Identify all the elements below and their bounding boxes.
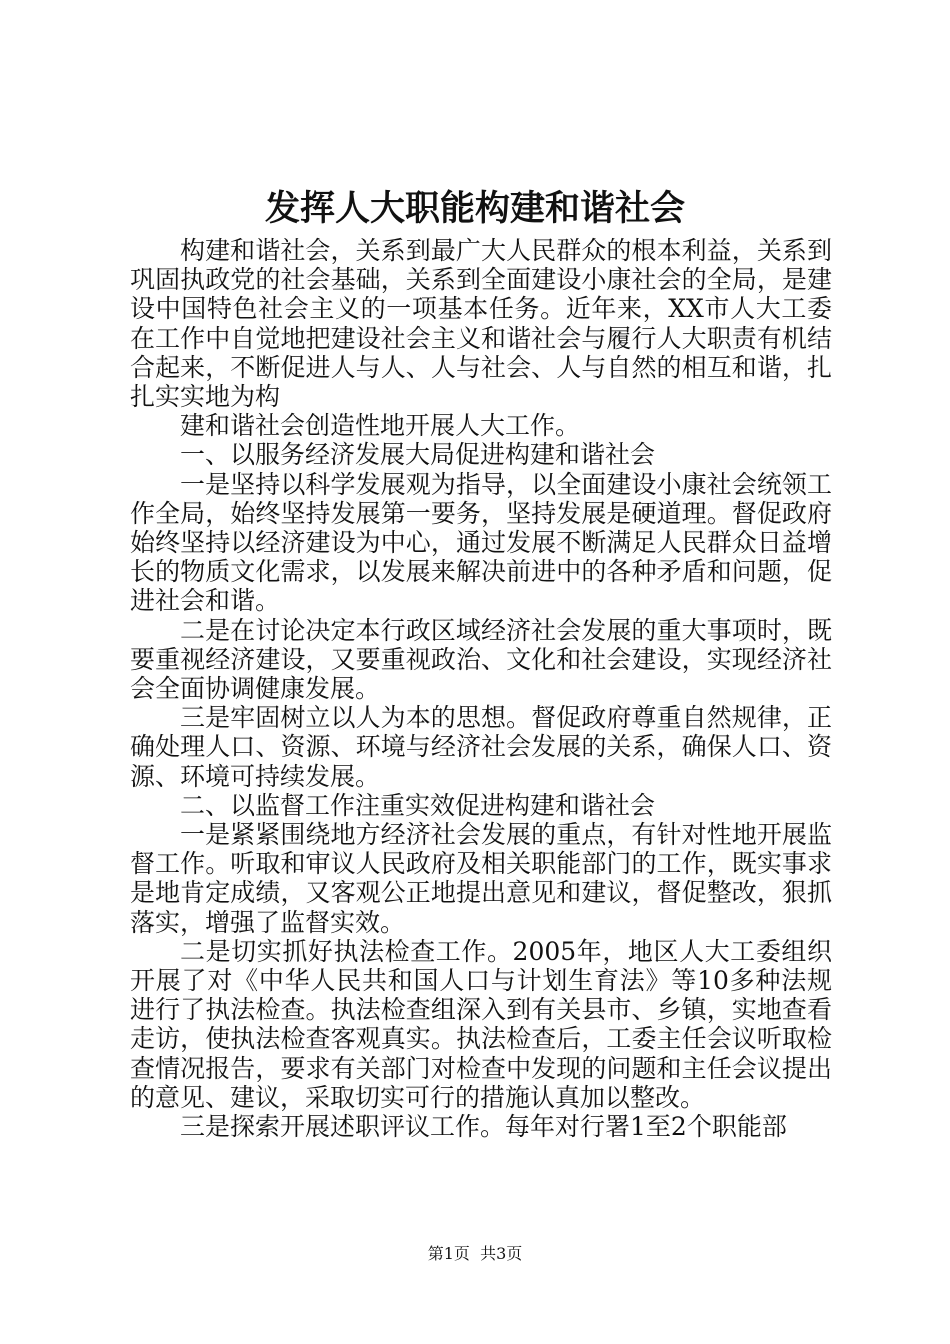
page-number: 第1页 (427, 1244, 470, 1263)
page-total: 共3页 (480, 1244, 523, 1263)
paragraph: 一是紧紧围绕地方经济社会发展的重点，有针对性地开展监督工作。听取和审议人民政府及相关职能部门的工作，既实事求是地肯定成绩，又客观公正地提出意见和建议，督促整改，狠抓落实，增强了监督实效。 (130, 820, 832, 937)
section-heading: 二、以监督工作注重实效促进构建和谐社会 (180, 790, 656, 820)
paragraph: 建和谐社会创造性地开展人大工作。 (180, 411, 581, 441)
paragraph: 一是坚持以科学发展观为指导，以全面建设小康社会统领工作全局，始终坚持发展第一要务，坚持发展是硬道理。督促政府始终坚持以经济建设为中心，通过发展不断满足人民群众日益增长的物质文化需求，以发展来解决前进中的各种矛盾和问题，促进社会和谐。 (130, 469, 832, 616)
section-heading: 一、以服务经济发展大局促进构建和谐社会 (180, 440, 656, 470)
paragraph: 二是切实抓好执法检查工作。2005年，地区人大工委组织开展了对《中华人民共和国人口与计划生育法》等10多种法规进行了执法检查。执法检查组深入到有关县市、乡镇，实地查看走访，使执法检查客观真实。执法检查后，工委主任会议听取检查情况报告，要求有关部门对检查中发现的问题和主任会议提出的意见、建议，采取切实可行的措施认真加以整改。 (130, 936, 832, 1112)
paragraph: 构建和谐社会，关系到最广大人民群众的根本利益，关系到巩固执政党的社会基础，关系到全面建设小康社会的全局，是建设中国特色社会主义的一项基本任务。近年来，XX市人大工委在工作中自觉地把建设社会主义和谐社会与履行人大职责有机结合起来，不断促进人与人、人与社会、人与自然的相互和谐，扎扎实实地为构 (130, 236, 832, 412)
document-body (130, 236, 832, 1141)
paragraph: 二是在讨论决定本行政区域经济社会发展的重大事项时，既要重视经济建设，又要重视政治、文化和社会建设，实现经济社会全面协调健康发展。 (130, 615, 832, 704)
paragraph: 三是探索开展述职评议工作。每年对行署1至2个职能部 (180, 1112, 787, 1142)
document-title: 发挥人大职能构建和谐社会 (264, 188, 685, 229)
paragraph: 三是牢固树立以人为本的思想。督促政府尊重自然规律，正确处理人口、资源、环境与经济社会发展的关系，确保人口、资源、环境可持续发展。 (130, 703, 832, 791)
page-footer (0, 1243, 950, 1265)
